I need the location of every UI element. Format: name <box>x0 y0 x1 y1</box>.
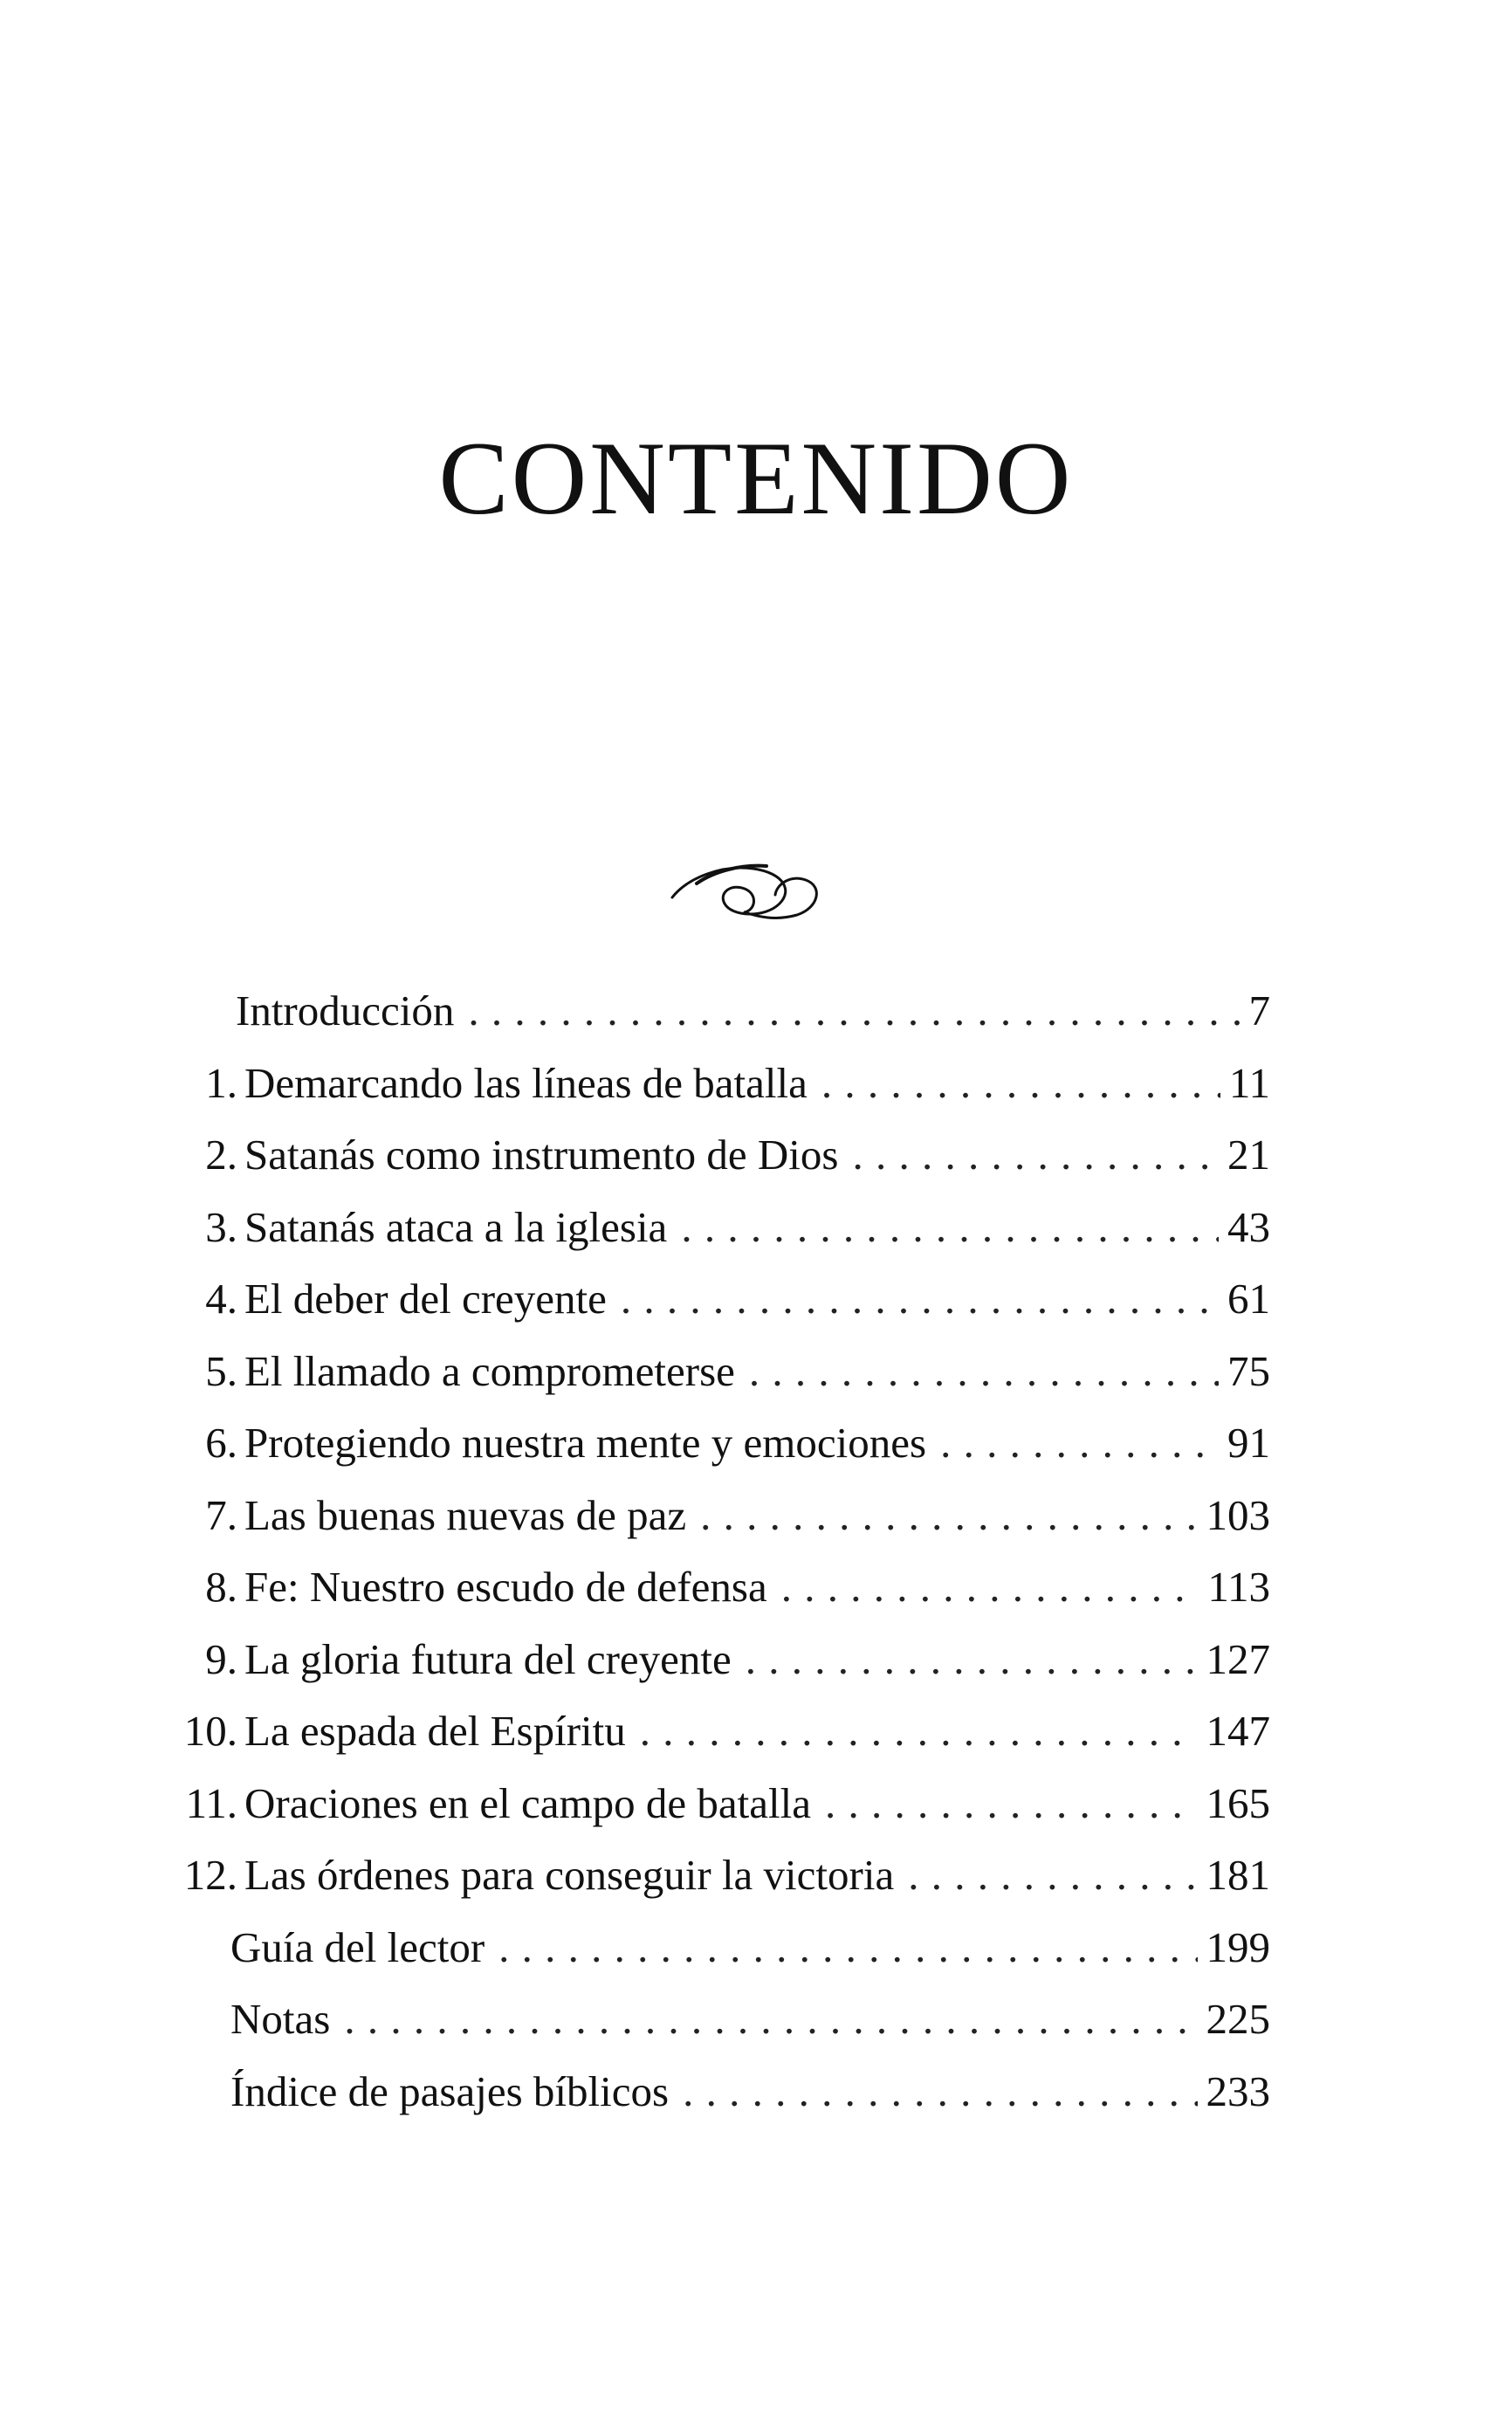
toc-entry-chapter-7 <box>157 1480 1270 1552</box>
toc-entry-chapter-4 <box>157 1263 1270 1336</box>
toc-entry-title: Fe: Nuestro escudo de defensa <box>244 1563 767 1611</box>
toc-entry-chapter-12 <box>157 1839 1270 1912</box>
toc-entry-chapter-2 <box>157 1119 1270 1192</box>
toc-entry-number: 9. <box>205 1634 237 1683</box>
toc-dot-leader <box>468 975 1240 1048</box>
toc-dot-leader <box>621 1263 1219 1336</box>
toc-entry-introduccion <box>157 975 1270 1048</box>
toc-dot-leader <box>683 2056 1197 2128</box>
toc-entry-chapter-10 <box>157 1695 1270 1768</box>
toc-entry-number: 1. <box>205 1058 237 1107</box>
toc-entry-notas <box>157 1984 1270 2056</box>
toc-dot-leader <box>908 1839 1197 1912</box>
toc-entry-chapter-5 <box>157 1336 1270 1408</box>
toc-entry-title: Las órdenes para conseguir la victoria <box>244 1851 895 1899</box>
toc-dot-leader <box>825 1768 1198 1840</box>
toc-entry-number: 6. <box>205 1419 237 1467</box>
toc-entry-title: Guía del lector <box>230 1922 485 1971</box>
toc-entry-chapter-6 <box>157 1407 1270 1480</box>
toc-dot-leader <box>940 1407 1219 1480</box>
toc-dot-leader <box>746 1624 1198 1696</box>
toc-entry-title: La espada del Espíritu <box>244 1707 626 1755</box>
toc-entry-number: 3. <box>205 1202 237 1251</box>
toc-entry-page: 21 <box>1227 1131 1270 1179</box>
toc-dot-leader <box>821 1048 1220 1120</box>
toc-entry-page: 233 <box>1206 2066 1270 2115</box>
toc-entry-guia-del-lector <box>157 1912 1270 1984</box>
toc-entry-number: 5. <box>205 1346 237 1395</box>
toc-entry-page: 7 <box>1248 987 1270 1035</box>
toc-entry-page: 199 <box>1206 1922 1270 1971</box>
toc-entry-page: 225 <box>1206 1995 1270 2043</box>
toc-dot-leader <box>498 1912 1197 1984</box>
toc-dot-leader <box>749 1336 1219 1408</box>
toc-entry-page: 147 <box>1206 1707 1270 1755</box>
toc-entry-page: 165 <box>1206 1778 1270 1827</box>
toc-entry-title: Protegiendo nuestra mente y emociones <box>244 1419 927 1467</box>
toc-entry-number: 7. <box>205 1490 237 1539</box>
toc-entry-title: Las buenas nuevas de paz <box>244 1490 687 1539</box>
toc-entry-page: 61 <box>1227 1275 1270 1323</box>
toc-entry-chapter-1 <box>157 1048 1270 1120</box>
toc-dot-leader <box>700 1480 1197 1552</box>
toc-entry-chapter-11 <box>157 1768 1270 1840</box>
toc-entry-title: Demarcando las líneas de batalla <box>244 1058 808 1107</box>
toc-entry-title: Índice de pasajes bíblicos <box>230 2066 670 2115</box>
toc-entry-title: La gloria futura del creyente <box>244 1634 732 1683</box>
toc-entry-number: 12. <box>183 1851 237 1899</box>
toc-entry-title: Oraciones en el campo de batalla <box>244 1778 811 1827</box>
toc-entry-page: 181 <box>1206 1851 1270 1899</box>
toc-entry-number: 11. <box>185 1778 237 1827</box>
toc-entry-number: 2. <box>205 1131 237 1179</box>
toc-entry-page: 11 <box>1228 1058 1270 1107</box>
toc-entry-page: 127 <box>1206 1634 1270 1683</box>
toc-dot-leader <box>681 1192 1219 1264</box>
toc-entry-indice <box>157 2056 1270 2128</box>
toc-entry-page: 43 <box>1227 1202 1270 1251</box>
toc-entry-page: 91 <box>1227 1419 1270 1467</box>
toc-dot-leader <box>852 1119 1219 1192</box>
toc-entry-page: 103 <box>1206 1490 1270 1539</box>
toc-entry-chapter-9 <box>157 1624 1270 1696</box>
swash-ornament-icon <box>662 829 836 934</box>
toc-entry-number: 8. <box>205 1563 237 1611</box>
toc-dot-leader <box>640 1695 1198 1768</box>
toc-dot-leader <box>781 1551 1199 1624</box>
table-of-contents <box>157 975 1270 2128</box>
toc-entry-title: El llamado a comprometerse <box>244 1346 735 1395</box>
toc-entry-title: El deber del creyente <box>244 1275 607 1323</box>
toc-entry-title: Introducción <box>236 987 455 1035</box>
toc-entry-page: 75 <box>1227 1346 1270 1395</box>
toc-entry-number: 4. <box>205 1275 237 1323</box>
page-title: CONTENIDO <box>438 420 1074 536</box>
toc-entry-number: 10. <box>183 1707 237 1755</box>
toc-entry-page: 113 <box>1207 1563 1270 1611</box>
toc-entry-title: Satanás como instrumento de Dios <box>244 1131 839 1179</box>
toc-entry-title: Satanás ataca a la iglesia <box>244 1202 668 1251</box>
toc-dot-leader <box>344 1984 1197 2056</box>
toc-entry-chapter-3 <box>157 1192 1270 1264</box>
toc-entry-title: Notas <box>230 1995 331 2043</box>
toc-entry-chapter-8 <box>157 1551 1270 1624</box>
